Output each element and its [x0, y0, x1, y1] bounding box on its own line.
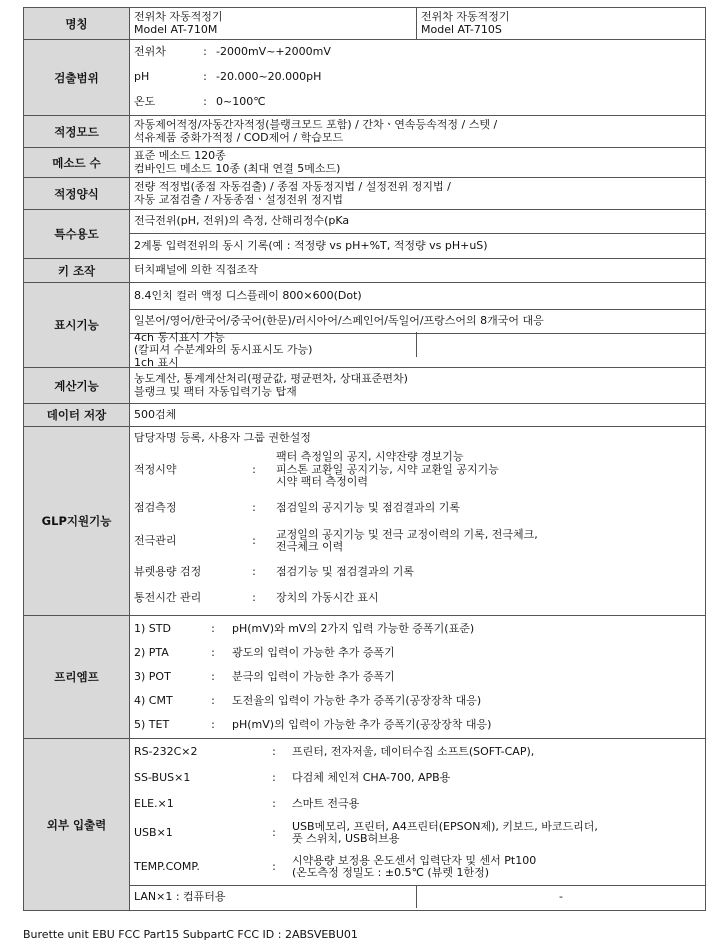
display-line3a: 4ch 동시표시 가능	[134, 331, 225, 344]
glp-item: 적정시약 : 팩터 측정일의 공지, 시약잔량 경보기능 피스톤 교환일 공지기능, 시약 교환일 공지기능 시약 팩터 측정이력	[134, 450, 499, 489]
label-special: 특수용도	[24, 210, 130, 259]
row-preamp	[24, 616, 706, 739]
display-line1: 8.4인치 컬러 액정 디스플레이 800×600(Dot)	[134, 289, 362, 302]
special-line1: 전극전위(pH, 전위)의 측정, 산해리정수(pKa	[134, 215, 350, 228]
row-storage	[24, 404, 706, 427]
calc-line2: 블랭크 및 팩터 자동입력기능 탑재	[134, 385, 297, 398]
key-line1: 터치패널에 의한 직접조작	[134, 264, 258, 277]
io-lan-s: -	[559, 890, 563, 903]
row-range	[24, 40, 706, 116]
label-mode: 적정모드	[24, 116, 130, 148]
preamp-item: 3) POT : 분극의 입력이 가능한 추가 증폭기	[134, 669, 395, 683]
preamp-item: 5) TET : pH(mV)의 입력이 가능한 추가 증폭기(공장장착 대응)	[134, 717, 492, 731]
display-line3s: 1ch 표시	[134, 356, 179, 369]
preamp-item: 2) PTA : 광도의 입력이 가능한 추가 증폭기	[134, 645, 395, 659]
row-glp	[24, 427, 706, 616]
style-line2: 자동 교점검출 / 자동종점ㆍ설정전위 정지법	[134, 193, 343, 206]
method-line1: 표준 메소드 120종	[134, 150, 226, 162]
row-calc	[24, 368, 706, 404]
io-lan-row	[130, 885, 705, 908]
special-line2: 2계통 입력전위의 동시 기록(예 : 적정량 vs pH+%T, 적정량 vs pH+uS)	[134, 239, 488, 252]
style-line1: 전량 적정법(종점 자동검출) / 종점 자동정지법 / 설정전위 정지법 /	[134, 181, 451, 193]
method-line2: 컴바인드 메소드 10종 (최대 연결 5메소드)	[134, 162, 341, 175]
display-line3b: (칼피셔 수분계와의 동시표시도 가능)	[134, 344, 313, 357]
display-line2: 일본어/영어/한국어/중국어(한문)/러시아어/스페인어/독일어/프랑스어의 8개국어 대응	[134, 315, 544, 328]
label-style: 적정양식	[24, 178, 130, 210]
glp-head: 담당자명 등록, 사용자 그룹 권한설정	[134, 432, 311, 444]
row-mode	[24, 116, 706, 148]
row-method	[24, 148, 706, 178]
label-range: 검출범위	[24, 40, 130, 116]
io-lan: LAN×1 : 컴퓨터용	[134, 890, 226, 903]
io-item: TEMP.COMP. : 시약용량 보정용 온도센서 입력단자 및 센서 Pt100 (온도측정 정밀도 : ±0.5℃ (뷰렛 1한정)	[134, 853, 537, 879]
label-glp: GLP지원기능	[24, 427, 130, 616]
io-item: SS-BUS×1 : 다검체 체인져 CHA-700, APB용	[134, 770, 451, 784]
label-method: 메소드 수	[24, 148, 130, 178]
label-preamp: 프리엠프	[24, 616, 130, 739]
row-key	[24, 259, 706, 283]
footer-note: Burette unit EBU FCC Part15 SubpartC FCC ID : 2ABSVEBU01	[23, 928, 358, 941]
row-special	[24, 210, 706, 259]
calc-line1: 농도계산, 통계계산처리(평균값, 평균편차, 상대표준편차)	[134, 373, 408, 385]
name-m-line2: Model AT-710M	[134, 23, 218, 36]
row-style	[24, 178, 706, 210]
label-io: 외부 입출력	[24, 739, 130, 911]
mode-line2: 석유제품 중화가적정 / COD제어 / 학습모드	[134, 131, 344, 144]
name-s-line1: 전위차 자동적정기	[421, 11, 510, 23]
row-name	[24, 8, 706, 40]
range-values	[130, 40, 706, 116]
name-m-line1: 전위차 자동적정기	[134, 11, 223, 23]
glp-item: 점검측정 : 점검일의 공지기능 및 점검결과의 기록	[134, 501, 461, 515]
range-item: 온도 : 0~100℃	[134, 95, 266, 109]
preamp-item: 4) CMT : 도전율의 입력이 가능한 추가 증폭기(공장장착 대응)	[134, 693, 482, 707]
name-s	[417, 8, 706, 40]
row-display	[24, 283, 706, 368]
label-display: 표시기능	[24, 283, 130, 368]
glp-item: 전극관리 : 교정일의 공지기능 및 전극 교정이력의 기록, 전극체크, 전극체크 이력	[134, 527, 538, 553]
spec-table	[23, 7, 706, 911]
storage-line1: 500검체	[134, 408, 177, 421]
io-item: RS-232C×2 : 프린터, 전자저울, 데이터수집 소프트(SOFT-CAP),	[134, 744, 535, 758]
glp-item: 뷰렛용량 검정 : 점검기능 및 점검결과의 기록	[134, 565, 415, 579]
range-item: 전위차 : -2000mV~+2000mV	[134, 45, 331, 59]
label-key: 키 조작	[24, 259, 130, 283]
label-name: 명칭	[24, 8, 130, 40]
range-item: pH : -20.000~20.000pH	[134, 70, 322, 84]
row-io	[24, 739, 706, 911]
glp-item: 통전시간 관리 : 장치의 가동시간 표시	[134, 590, 379, 604]
label-calc: 계산기능	[24, 368, 130, 404]
name-m	[130, 8, 417, 40]
preamp-item: 1) STD : pH(mV)와 mV의 2가지 입력 가능한 증폭기(표준)	[134, 621, 475, 635]
label-storage: 데이터 저장	[24, 404, 130, 427]
mode-line1: 자동제어적정/자동간자적정(블랭크모드 포함) / 간차ㆍ연속등속적정 / 스텟 /	[134, 119, 498, 131]
io-item: USB×1 : USB메모리, 프린터, A4프린터(EPSON제), 키보드, 바코드리더, 풋 스위치, USB허브용	[134, 819, 598, 845]
name-s-line2: Model AT-710S	[421, 23, 502, 36]
io-item: ELE.×1 : 스마트 전극용	[134, 796, 360, 810]
